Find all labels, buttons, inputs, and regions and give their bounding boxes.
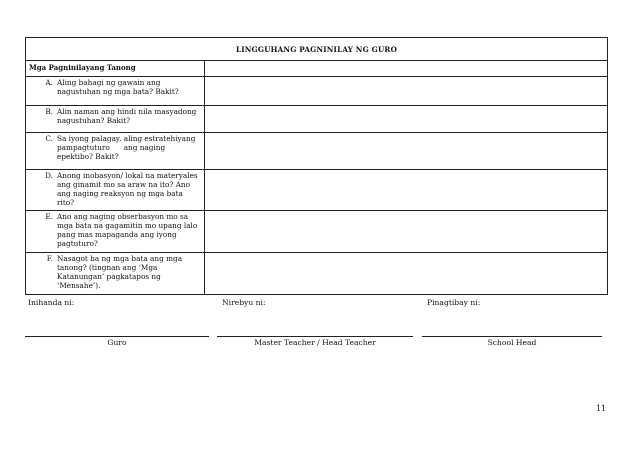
question-text: Anong inobasyon/ lokal na materyales ang ginamit mo sa araw na ito? Ano ang naging reaksyon ng mga bata rito? bbox=[57, 171, 198, 207]
answer-cell-d[interactable] bbox=[205, 170, 607, 210]
master-teacher-role-label: Master Teacher / Head Teacher bbox=[254, 338, 376, 347]
question-letter: C. bbox=[45, 134, 53, 143]
reviewed-by-label: Nirebyu ni: bbox=[222, 298, 266, 307]
prepared-by-label: Inihanda ni: bbox=[28, 298, 75, 307]
question-letter: E. bbox=[45, 212, 53, 221]
question-letter: A. bbox=[45, 78, 53, 87]
answer-cell-f[interactable] bbox=[205, 253, 607, 294]
question-row-c bbox=[26, 133, 607, 170]
school-head-signature-line bbox=[422, 336, 602, 337]
question-row-f bbox=[26, 253, 607, 295]
question-text: Ano ang naging obserbasyon mo sa mga bata na gagamitin mo upang lalo pang mas mapaganda ang iyong pagtuturo? bbox=[57, 212, 198, 248]
question-letter: D. bbox=[45, 171, 53, 180]
question-letter: B. bbox=[45, 107, 53, 116]
answer-cell-c[interactable] bbox=[205, 133, 607, 169]
answer-cell-a[interactable] bbox=[205, 77, 607, 105]
answer-cell-b[interactable] bbox=[205, 106, 607, 132]
signature-labels bbox=[28, 298, 608, 312]
question-row-e bbox=[26, 211, 607, 253]
approved-by-label: Pinagtibay ni: bbox=[427, 298, 481, 307]
answers-column-header bbox=[205, 61, 607, 76]
question-text: Nasagot ba ng mga bata ang mga tanong? (tingnan ang ‘Mga Katanungan’ pagkatapos ng ‘Mensahe’). bbox=[57, 254, 183, 290]
page-number: 11 bbox=[595, 404, 606, 413]
table-title: LINGGUHANG PAGNINILAY NG GURO bbox=[26, 38, 607, 61]
table-header-row bbox=[26, 61, 607, 77]
question-text: Aling bahagi ng gawain ang nagustuhan ng mga bata? Bakit? bbox=[57, 78, 179, 96]
reflection-table bbox=[25, 37, 608, 295]
question-letter: F. bbox=[46, 254, 53, 263]
teacher-role-label: Guro bbox=[107, 338, 127, 347]
question-row-a bbox=[26, 77, 607, 106]
master-teacher-signature-line bbox=[217, 336, 413, 337]
question-row-d bbox=[26, 170, 607, 211]
school-head-role-label: School Head bbox=[487, 338, 537, 347]
question-text: Sa iyong palagay, aling estratehiyang pampagtuturo ang naging epektibo? Bakit? bbox=[57, 134, 198, 161]
teacher-signature-line bbox=[25, 336, 209, 337]
question-text: Alin naman ang hindi nila masyadong nagustuhan? Bakit? bbox=[57, 107, 197, 125]
questions-column-header: Mga Pagninilayang Tanong bbox=[26, 61, 205, 76]
question-row-b bbox=[26, 106, 607, 133]
answer-cell-e[interactable] bbox=[205, 211, 607, 252]
